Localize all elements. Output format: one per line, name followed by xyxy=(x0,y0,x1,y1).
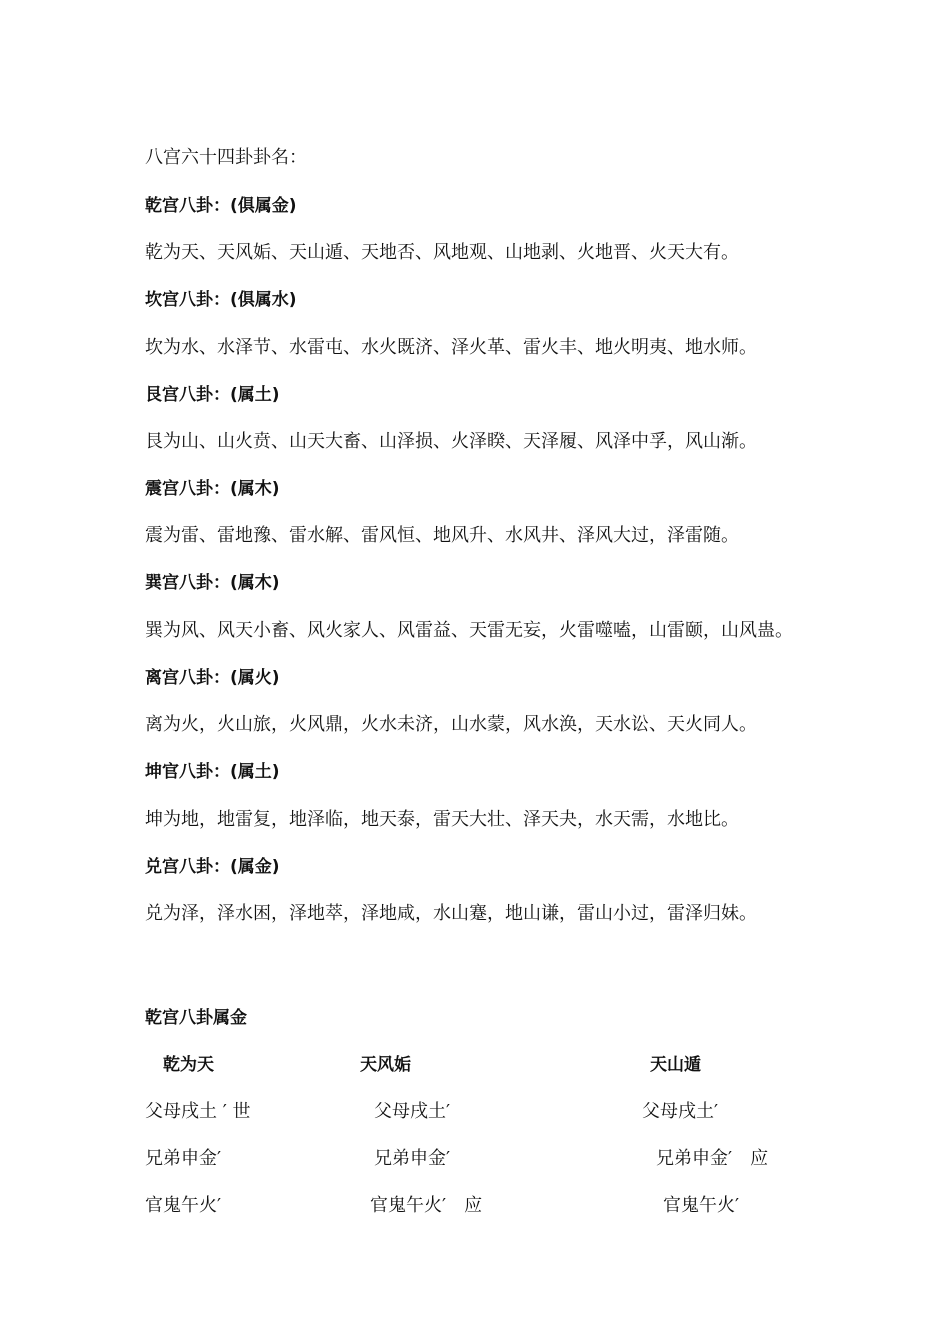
palace-list: 乾为天、天风姤、天山遁、天地否、风地观、山地剥、火地晋、火天大有。 xyxy=(145,242,739,263)
yao-line: 父母戌土′ xyxy=(642,1101,719,1122)
palace-heading: 兑宫八卦：(属金) xyxy=(145,857,280,877)
palace-heading: 乾宫八卦：(俱属金) xyxy=(145,196,297,216)
yao-line: 兄弟申金′ xyxy=(145,1148,222,1169)
yao-line: 官鬼午火′ 应 xyxy=(370,1195,483,1216)
yao-line: 兄弟申金′ 应 xyxy=(656,1148,769,1169)
section-title: 乾宫八卦属金 xyxy=(145,1008,247,1028)
palace-list: 坤为地，地雷复，地泽临，地天泰，雷天大壮、泽天夬，水天需，水地比。 xyxy=(145,809,739,830)
hexagram-name: 天风姤 xyxy=(360,1055,411,1075)
palace-list: 艮为山、山火贲、山天大畜、山泽损、火泽睽、天泽履、风泽中孚，风山渐。 xyxy=(145,431,757,452)
palace-list: 离为火，火山旅，火风鼎，火水未济，山水蒙，风水涣，天水讼、天火同人。 xyxy=(145,714,757,735)
palace-list: 坎为水、水泽节、水雷屯、水火既济、泽火革、雷火丰、地火明夷、地水师。 xyxy=(145,337,757,358)
yao-line: 父母戌土 ′ 世 xyxy=(145,1101,251,1122)
yao-line: 官鬼午火′ xyxy=(145,1195,222,1216)
intro-line: 八宫六十四卦卦名： xyxy=(145,147,307,168)
palace-heading: 坤官八卦：(属土) xyxy=(145,762,280,782)
palace-heading: 坎宫八卦：(俱属水) xyxy=(145,290,297,310)
palace-heading: 巽宫八卦：(属木) xyxy=(145,573,280,593)
palace-list: 震为雷、雷地豫、雷水解、雷风恒、地风升、水风井、泽风大过，泽雷随。 xyxy=(145,525,739,546)
yao-line: 父母戌土′ xyxy=(374,1101,451,1122)
yao-line: 兄弟申金′ xyxy=(374,1148,451,1169)
palace-heading: 艮宫八卦：(属土) xyxy=(145,385,280,405)
palace-heading: 震宫八卦：(属木) xyxy=(145,479,280,499)
yao-line: 官鬼午火′ xyxy=(663,1195,740,1216)
hexagram-name: 天山遁 xyxy=(650,1055,701,1075)
palace-heading: 离宫八卦：(属火) xyxy=(145,668,280,688)
palace-list: 巽为风、风天小畜、风火家人、风雷益、天雷无妄，火雷噬嗑，山雷颐，山风蛊。 xyxy=(145,620,793,641)
hexagram-name: 乾为天 xyxy=(163,1055,214,1075)
palace-list: 兑为泽，泽水困，泽地萃，泽地咸，水山蹇，地山谦，雷山小过，雷泽归妹。 xyxy=(145,903,757,924)
